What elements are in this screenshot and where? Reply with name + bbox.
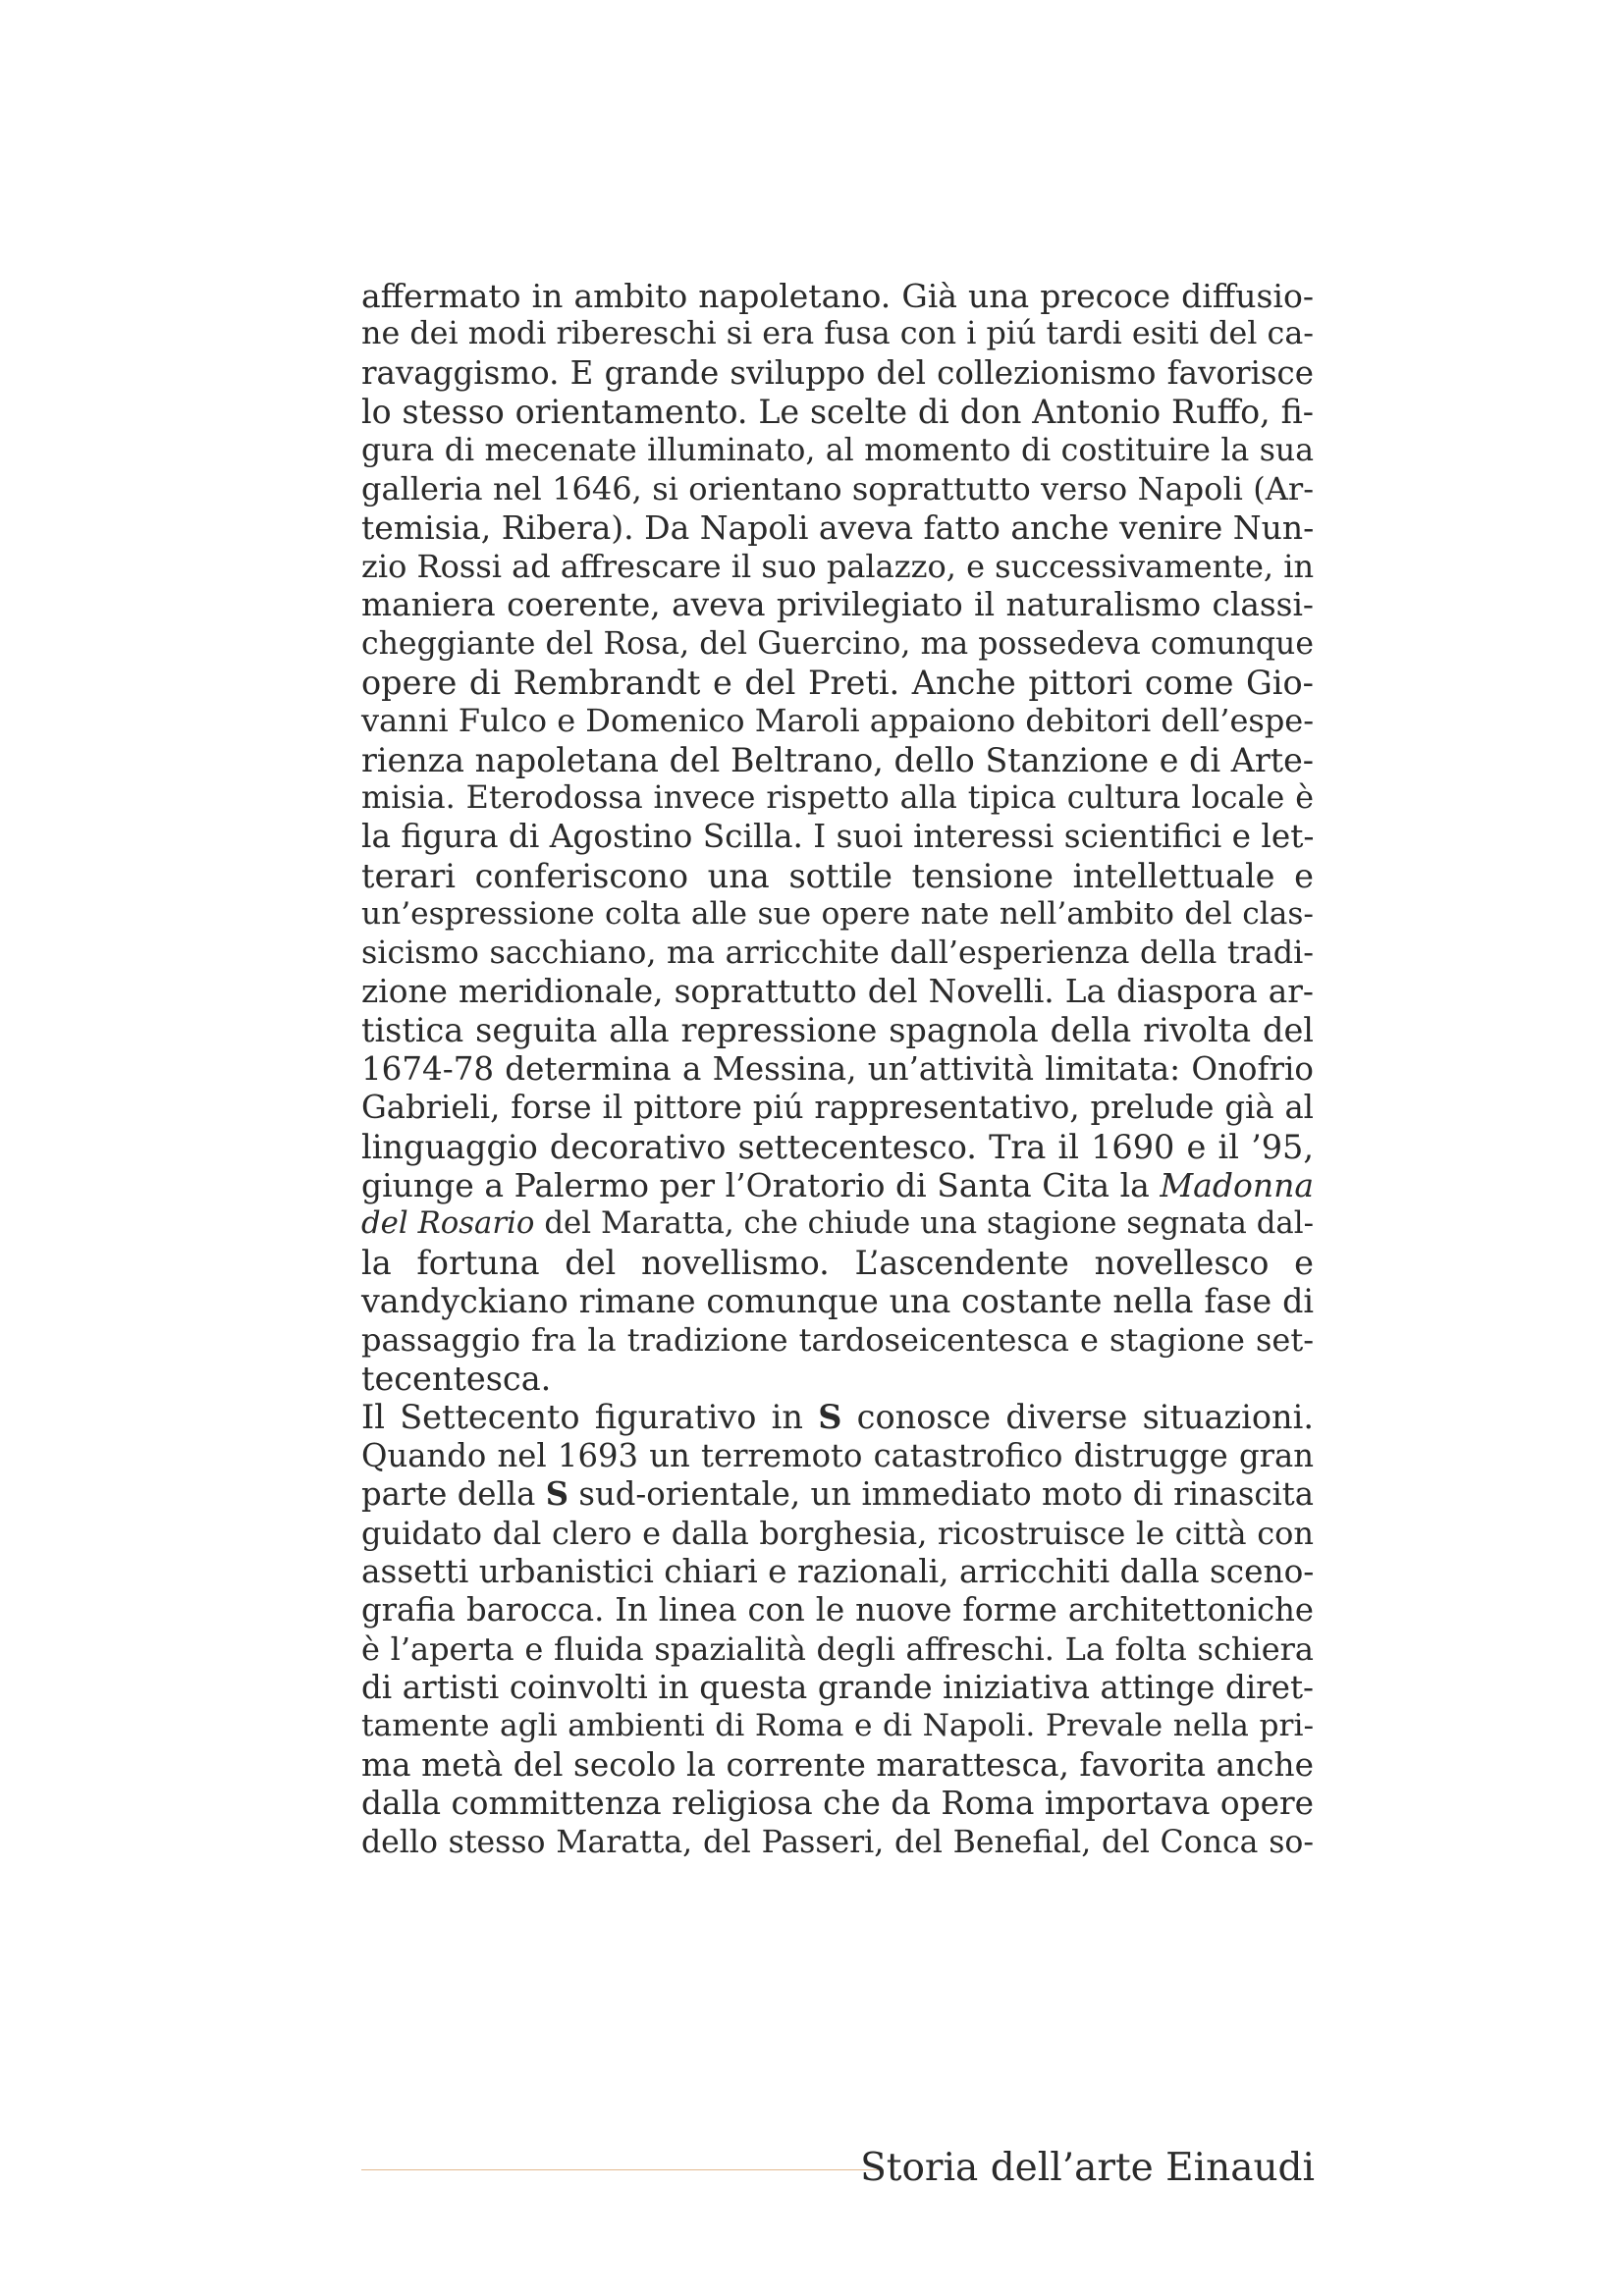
text-line: guidato dal clero e dalla borghesia, ricostruisce le città con <box>361 1514 1314 1552</box>
text-line: di artisti coinvolti in questa grande iniziativa attinge diret- <box>361 1669 1314 1707</box>
text-line: 1674-78 determina a Messina, un’attività limitata: Onofrio <box>361 1049 1314 1088</box>
text-line: ravaggismo. E grande sviluppo del collezionismo favorisce <box>361 353 1314 392</box>
text-run: parte della <box>361 1475 546 1514</box>
text-line: la fortuna del novellismo. L’ascendente novellesco e <box>361 1243 1314 1282</box>
text-line: affermato in ambito napoletano. Già una precoce diffusio- <box>361 277 1314 315</box>
text-run: conosce diverse situazioni. <box>841 1398 1314 1437</box>
text-line: vandyckiano rimane comunque una costante nella fase di <box>361 1282 1314 1321</box>
text-line: opere di Rembrandt e del Preti. Anche pittori come Gio- <box>361 663 1314 702</box>
text-line: la figura di Agostino Scilla. I suoi interessi scientifici e let- <box>361 818 1315 856</box>
text-line: ne dei modi ribereschi si era fusa con i piú tardi esiti del ca- <box>361 316 1314 352</box>
text-line <box>361 1166 1314 1204</box>
text-line: passaggio fra la tradizione tardoseicentesca e stagione set- <box>361 1320 1314 1359</box>
text-line: galleria nel 1646, si orientano soprattutto verso Napoli (Ar- <box>361 469 1314 507</box>
text-line: un’espressione colta alle sue opere nate nell’ambito del clas- <box>361 896 1314 933</box>
text-line: tistica seguita alla repressione spagnola della rivolta del <box>361 1011 1314 1050</box>
text-line: rienza napoletana del Beltrano, dello Stanzione e di Arte- <box>361 740 1314 779</box>
text-run: del Maratta, che chiude una stagione segnata dal- <box>534 1205 1314 1242</box>
text-line: tamente agli ambienti di Roma e di Napoli. Prevale nella pri- <box>361 1708 1314 1744</box>
text-line <box>361 1204 1314 1243</box>
text-line: maniera coerente, aveva privilegiato il naturalismo classi- <box>361 586 1314 624</box>
text-line: sicismo sacchiano, ma arricchite dall’esperienza della tradi- <box>361 934 1314 971</box>
text-line: gura di mecenate illuminato, al momento di costituire la sua <box>361 432 1314 468</box>
artwork-title-italic: Madonna <box>1160 1165 1314 1204</box>
body-text <box>361 277 1314 1862</box>
text-line <box>361 1475 1314 1514</box>
footer-publication-title: Storia dell’arte Einaudi <box>860 2146 1315 2190</box>
text-line: temisia, Ribera). Da Napoli aveva fatto anche venire Nun- <box>361 508 1315 548</box>
text-line: terari conferiscono una sottile tensione intellettuale e <box>361 856 1314 895</box>
sicily-abbreviation: S <box>818 1398 842 1437</box>
text-line: Quando nel 1693 un terremoto catastrofico distrugge gran <box>361 1436 1314 1474</box>
text-line: lo stesso orientamento. Le scelte di don Antonio Ruffo, fi- <box>361 393 1314 432</box>
text-line: misia. Eterodossa invece rispetto alla tipica cultura locale è <box>361 780 1314 817</box>
text-line: è l’aperta e fluida spazialità degli affreschi. La folta schiera <box>361 1629 1314 1668</box>
text-line: linguaggio decorativo settecentesco. Tra il 1690 e il ’95, <box>361 1127 1314 1166</box>
footer-rule <box>361 2169 884 2170</box>
text-line: assetti urbanistici chiari e razionali, arricchiti dalla sceno- <box>361 1552 1315 1590</box>
text-line: vanni Fulco e Domenico Maroli appaiono debitori dell’espe- <box>361 702 1315 740</box>
text-line: dello stesso Maratta, del Passeri, del Benefial, del Conca so- <box>361 1824 1314 1860</box>
text-line: zio Rossi ad affrescare il suo palazzo, e successivamente, in <box>361 547 1315 585</box>
text-line: Gabrieli, forse il pittore piú rappresentativo, prelude già al <box>361 1089 1314 1127</box>
text-line <box>361 1398 1314 1436</box>
text-line: ma metà del secolo la corrente marattesca, favorita anche <box>361 1745 1314 1784</box>
paragraph-end-line: tecentesca. <box>361 1359 552 1398</box>
text-line: dalla committenza religiosa che da Roma importava opere <box>361 1785 1314 1823</box>
text-run: sud-orientale, un immediato moto di rinascita <box>568 1475 1314 1514</box>
text-line: cheggiante del Rosa, del Guercino, ma possedeva comunque <box>361 625 1314 662</box>
text-line: grafia barocca. In linea con le nuove forme architettoniche <box>361 1591 1314 1629</box>
sicily-abbreviation: S <box>545 1475 569 1514</box>
text-run: giunge a Palermo per l’Oratorio di Santa Cita la <box>361 1165 1161 1204</box>
artwork-title-italic: del Rosario <box>361 1205 535 1242</box>
text-line: zione meridionale, soprattutto del Novelli. La diaspora ar- <box>361 973 1314 1011</box>
text-run: Il Settecento figurativo in <box>361 1398 819 1437</box>
